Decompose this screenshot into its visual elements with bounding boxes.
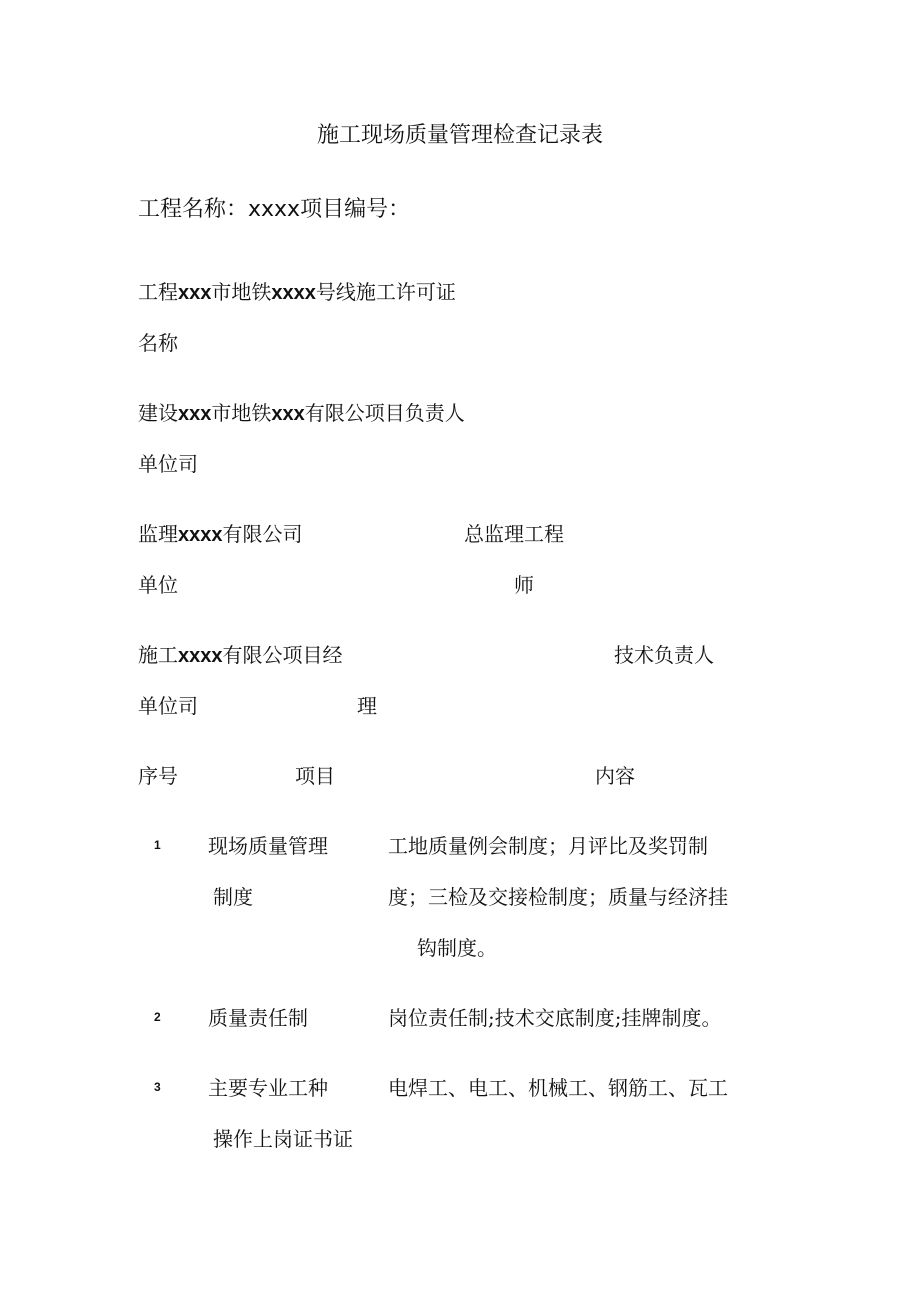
- project-name-row: [138, 276, 456, 305]
- supervisor-row: [138, 518, 303, 547]
- document-title: 施工现场质量管理检查记录表: [316, 123, 603, 148]
- field-value-code: xxxx: [178, 645, 223, 667]
- field-label: 单位司: [138, 452, 198, 476]
- field-label: 单位司: [138, 694, 198, 718]
- field-value: 号线施工许可证: [315, 280, 456, 304]
- field-label: 名称: [138, 331, 178, 355]
- row-content: 电焊工、电工、机械工、钢筋工、瓦工: [388, 1076, 728, 1100]
- field-value: 有限公项目经: [222, 643, 343, 667]
- row-item: 操作上岗证书证: [213, 1127, 353, 1151]
- field-value-code: xxx: [271, 403, 305, 425]
- field-value: 有限公项目负责人: [304, 401, 465, 425]
- field-label: 建设: [138, 401, 178, 425]
- field-label: 施工: [138, 643, 178, 667]
- field-value-code: xxxx: [271, 282, 316, 304]
- field-value-prefix: xxx: [178, 282, 212, 304]
- field-value-prefix: xxx: [178, 403, 212, 425]
- row-content: 工地质量例会制度；月评比及奖罚制: [388, 834, 708, 858]
- field-label: 单位: [138, 573, 178, 597]
- header-content: 内容: [595, 764, 635, 788]
- row-item: 主要专业工种: [208, 1076, 328, 1100]
- field-value: 市地铁: [211, 401, 272, 425]
- header-no: 序号: [138, 764, 178, 788]
- field-label: 监理: [138, 522, 178, 546]
- role-label: 师: [514, 573, 534, 597]
- row-content: 度；三检及交接检制度；质量与经济挂: [388, 885, 728, 909]
- contractor-row: [138, 639, 343, 668]
- field-label: 工程: [138, 280, 178, 304]
- role-label: 总监理工程: [464, 522, 564, 546]
- header-item: 项目: [295, 764, 335, 788]
- row-content: 钩制度。: [417, 936, 497, 960]
- row-item: 制度: [213, 885, 253, 909]
- field-value: 有限公司: [222, 522, 303, 546]
- row-number: 1: [154, 838, 161, 852]
- row-item: 质量责任制: [208, 1006, 308, 1030]
- field-value-code: xxxx: [178, 524, 223, 546]
- row-item: 现场质量管理: [208, 834, 328, 858]
- row-content: 岗位责任制;技术交底制度;挂牌制度。: [388, 1006, 722, 1030]
- row-number: 3: [154, 1080, 161, 1094]
- field-value: 市地铁: [211, 280, 272, 304]
- role-label: 技术负责人: [614, 643, 714, 667]
- role-label: 理: [357, 694, 377, 718]
- project-name-line: 工程名称：xxxx项目编号：: [138, 197, 411, 222]
- builder-row: [138, 397, 465, 426]
- row-number: 2: [154, 1010, 161, 1024]
